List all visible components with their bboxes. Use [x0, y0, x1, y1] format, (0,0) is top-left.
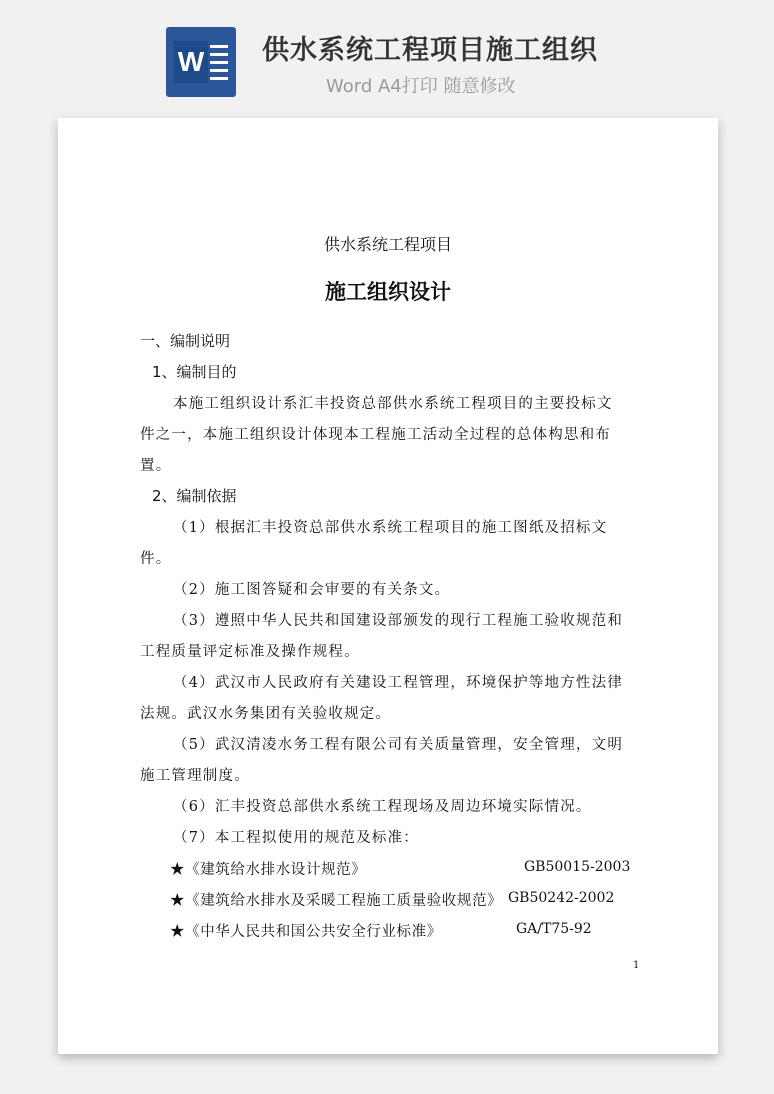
- word-logo-letter: W: [174, 41, 208, 83]
- word-icon: [166, 27, 236, 97]
- standard-name: ★《建筑给水排水及采暖工程施工质量验收规范》: [170, 893, 503, 909]
- list-item: （1）根据汇丰投资总部供水系统工程项目的施工图纸及招标文: [173, 520, 608, 536]
- standard-code: GB50015-2003: [524, 859, 631, 875]
- standard-code: GB50242-2002: [508, 890, 615, 906]
- standard-name: ★《中华人民共和国公共安全行业标准》: [170, 924, 442, 940]
- header-title: 供水系统工程项目施工组织: [262, 35, 598, 66]
- subsection-heading: 1、编制目的: [152, 363, 237, 381]
- list-item: （4）武汉市人民政府有关建设工程管理，环境保护等地方性法律: [173, 675, 624, 691]
- list-item-cont: 法规。武汉水务集团有关验收规定。: [140, 706, 392, 722]
- section-heading: 一、编制说明: [140, 332, 231, 350]
- list-item-cont: 工程质量评定标准及操作规程。: [140, 644, 360, 660]
- document-page: [58, 118, 718, 1054]
- list-item: （3）遵照中华人民共和国建设部颁发的现行工程施工验收规范和: [173, 613, 624, 629]
- document-title-line1: 供水系统工程项目: [323, 235, 452, 254]
- list-item: （6）汇丰投资总部供水系统工程现场及周边环境实际情况。: [173, 799, 592, 815]
- list-item: （2）施工图答疑和会审要的有关条文。: [173, 582, 451, 598]
- subsection-heading: 2、编制依据: [152, 487, 237, 505]
- page-number: 1: [633, 960, 640, 971]
- list-item: （7）本工程拟使用的规范及标准：: [173, 830, 419, 846]
- standard-code: GA/T75-92: [516, 921, 592, 937]
- document-title-line2: 施工组织设计: [325, 280, 451, 304]
- paragraph-line: 置。: [140, 458, 172, 474]
- paragraph-line: 件之一，本施工组织设计体现本工程施工活动全过程的总体构思和布: [140, 427, 611, 443]
- list-item-cont: 施工管理制度。: [140, 768, 250, 784]
- list-item: （5）武汉清凌水务工程有限公司有关质量管理，安全管理，文明: [173, 737, 624, 753]
- list-item-cont: 件。: [140, 551, 172, 567]
- header-subtitle: Word A4打印 随意修改: [326, 76, 516, 97]
- word-logo-lines: [210, 45, 228, 85]
- paragraph-line: 本施工组织设计系汇丰投资总部供水系统工程项目的主要投标文: [173, 396, 613, 412]
- standard-name: ★《建筑给水排水设计规范》: [170, 862, 367, 878]
- header-banner: [0, 0, 774, 110]
